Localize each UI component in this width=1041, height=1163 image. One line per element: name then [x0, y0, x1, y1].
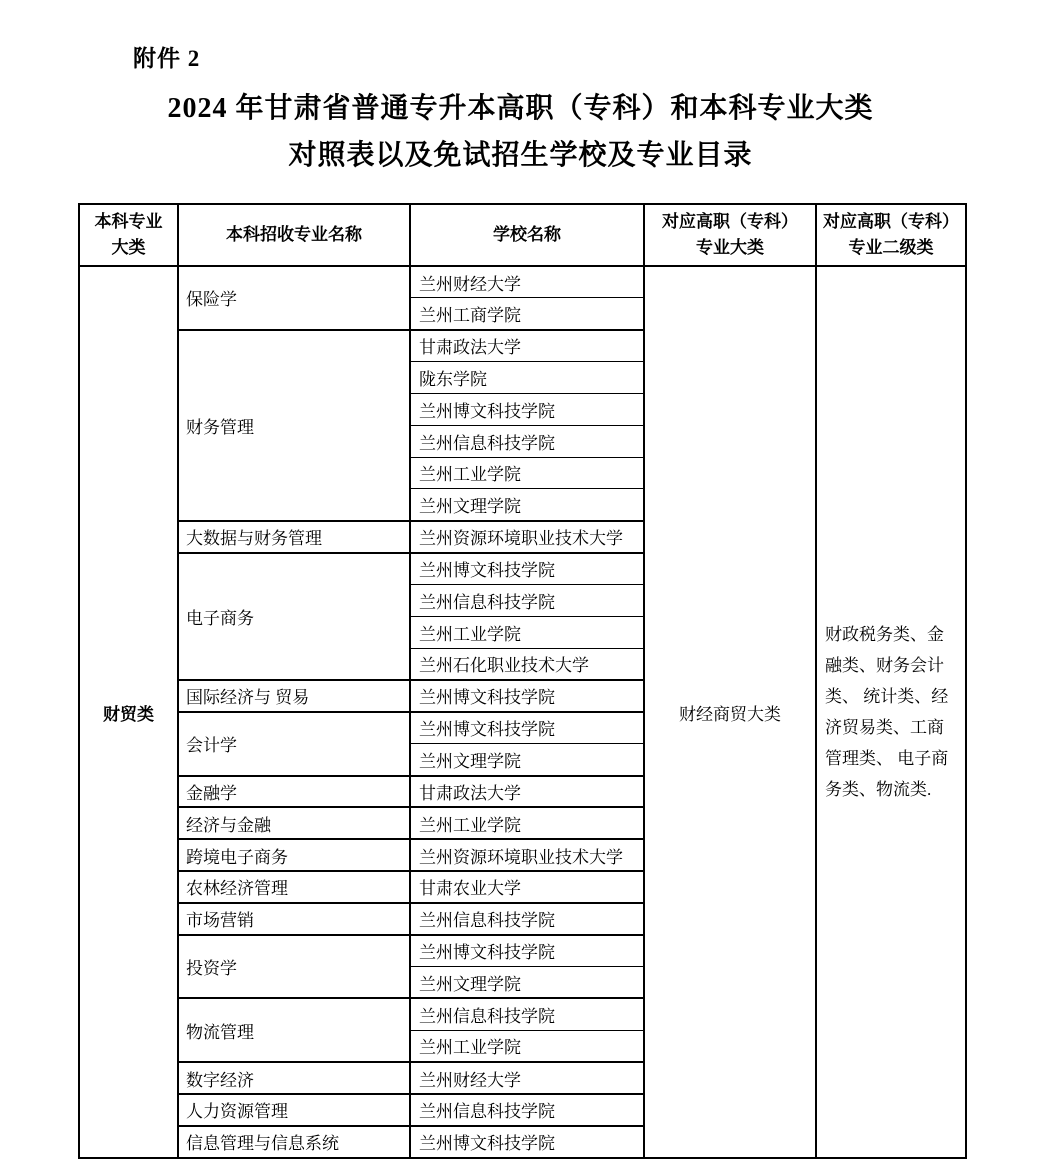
- major-cell: 信息管理与信息系统: [178, 1126, 410, 1158]
- secondary-category-line: 融类、财务会计: [825, 656, 944, 675]
- vocational-category-cell: 财经商贸大类: [644, 266, 816, 1158]
- school-cell: 兰州石化职业技术大学: [410, 648, 644, 680]
- secondary-category-line: 财政税务类、金: [825, 625, 944, 644]
- secondary-category-line: 类、 统计类、经: [825, 687, 949, 706]
- header-school-name: [410, 204, 644, 266]
- header-line: 大类: [111, 238, 146, 257]
- school-cell: 兰州工业学院: [410, 1030, 644, 1062]
- header-row: [79, 204, 966, 266]
- table-row: [79, 266, 966, 298]
- major-cell: 市场营销: [178, 903, 410, 935]
- header-vocational-secondary-category: [816, 204, 966, 266]
- school-cell: 兰州文理学院: [410, 744, 644, 776]
- school-cell: 兰州博文科技学院: [410, 393, 644, 425]
- school-cell: 兰州信息科技学院: [410, 425, 644, 457]
- school-cell: 兰州博文科技学院: [410, 935, 644, 967]
- major-cell: 跨境电子商务: [178, 839, 410, 871]
- major-cell: 保险学: [178, 266, 410, 330]
- school-cell: 兰州信息科技学院: [410, 903, 644, 935]
- category-cell: 财贸类: [79, 266, 178, 1158]
- school-cell: 兰州工业学院: [410, 616, 644, 648]
- major-cell: 国际经济与 贸易: [178, 680, 410, 712]
- attachment-label: 附件 2: [133, 46, 201, 71]
- school-cell: 兰州文理学院: [410, 489, 644, 521]
- school-cell: 兰州信息科技学院: [410, 998, 644, 1030]
- major-cell: 数字经济: [178, 1062, 410, 1094]
- major-cell: 人力资源管理: [178, 1094, 410, 1126]
- page-title-line1: 2024 年甘肃省普通专升本高职（专科）和本科专业大类: [167, 93, 874, 124]
- header-line: 本科专业: [94, 212, 163, 231]
- header-line: 学校名称: [493, 225, 561, 244]
- school-cell: 兰州资源环境职业技术大学: [410, 839, 644, 871]
- secondary-category-line: 管理类、 电子商: [825, 749, 949, 768]
- secondary-category-cell: [816, 266, 966, 1158]
- major-cell: 物流管理: [178, 998, 410, 1062]
- school-cell: 甘肃政法大学: [410, 776, 644, 808]
- secondary-category-line: 务类、物流类.: [825, 780, 932, 799]
- school-cell: 兰州博文科技学院: [410, 1126, 644, 1158]
- major-cell: 农林经济管理: [178, 871, 410, 903]
- header-line: 本科招收专业名称: [226, 225, 362, 244]
- header-vocational-category: [644, 204, 816, 266]
- school-cell: 兰州资源环境职业技术大学: [410, 521, 644, 553]
- header-line: 对应高职（专科）: [823, 212, 959, 231]
- school-cell: 甘肃政法大学: [410, 330, 644, 362]
- page-title-line2: 对照表以及免试招生学校及专业目录: [288, 140, 753, 171]
- school-cell: 兰州财经大学: [410, 1062, 644, 1094]
- school-cell: 陇东学院: [410, 362, 644, 394]
- school-cell: 兰州文理学院: [410, 967, 644, 999]
- major-cell: 大数据与财务管理: [178, 521, 410, 553]
- header-undergrad-major: [178, 204, 410, 266]
- school-cell: 兰州博文科技学院: [410, 712, 644, 744]
- major-cell: 财务管理: [178, 330, 410, 521]
- major-cell: 经济与金融: [178, 807, 410, 839]
- school-cell: 兰州财经大学: [410, 266, 644, 298]
- school-cell: 兰州工业学院: [410, 457, 644, 489]
- header-line: 专业大类: [696, 238, 764, 257]
- header-line: 专业二级类: [848, 238, 934, 257]
- school-cell: 兰州工商学院: [410, 298, 644, 330]
- header-undergrad-category: [79, 204, 178, 266]
- table-body: [79, 266, 966, 1158]
- majors-mapping-table: [78, 203, 967, 1159]
- header-line: 对应高职（专科）: [662, 212, 798, 231]
- school-cell: 兰州信息科技学院: [410, 584, 644, 616]
- school-cell: 兰州工业学院: [410, 807, 644, 839]
- secondary-category-line: 济贸易类、工商: [825, 718, 944, 737]
- major-cell: 电子商务: [178, 553, 410, 680]
- school-cell: 兰州信息科技学院: [410, 1094, 644, 1126]
- school-cell: 甘肃农业大学: [410, 871, 644, 903]
- school-cell: 兰州博文科技学院: [410, 680, 644, 712]
- major-cell: 会计学: [178, 712, 410, 776]
- school-cell: 兰州博文科技学院: [410, 553, 644, 585]
- major-cell: 投资学: [178, 935, 410, 999]
- major-cell: 金融学: [178, 776, 410, 808]
